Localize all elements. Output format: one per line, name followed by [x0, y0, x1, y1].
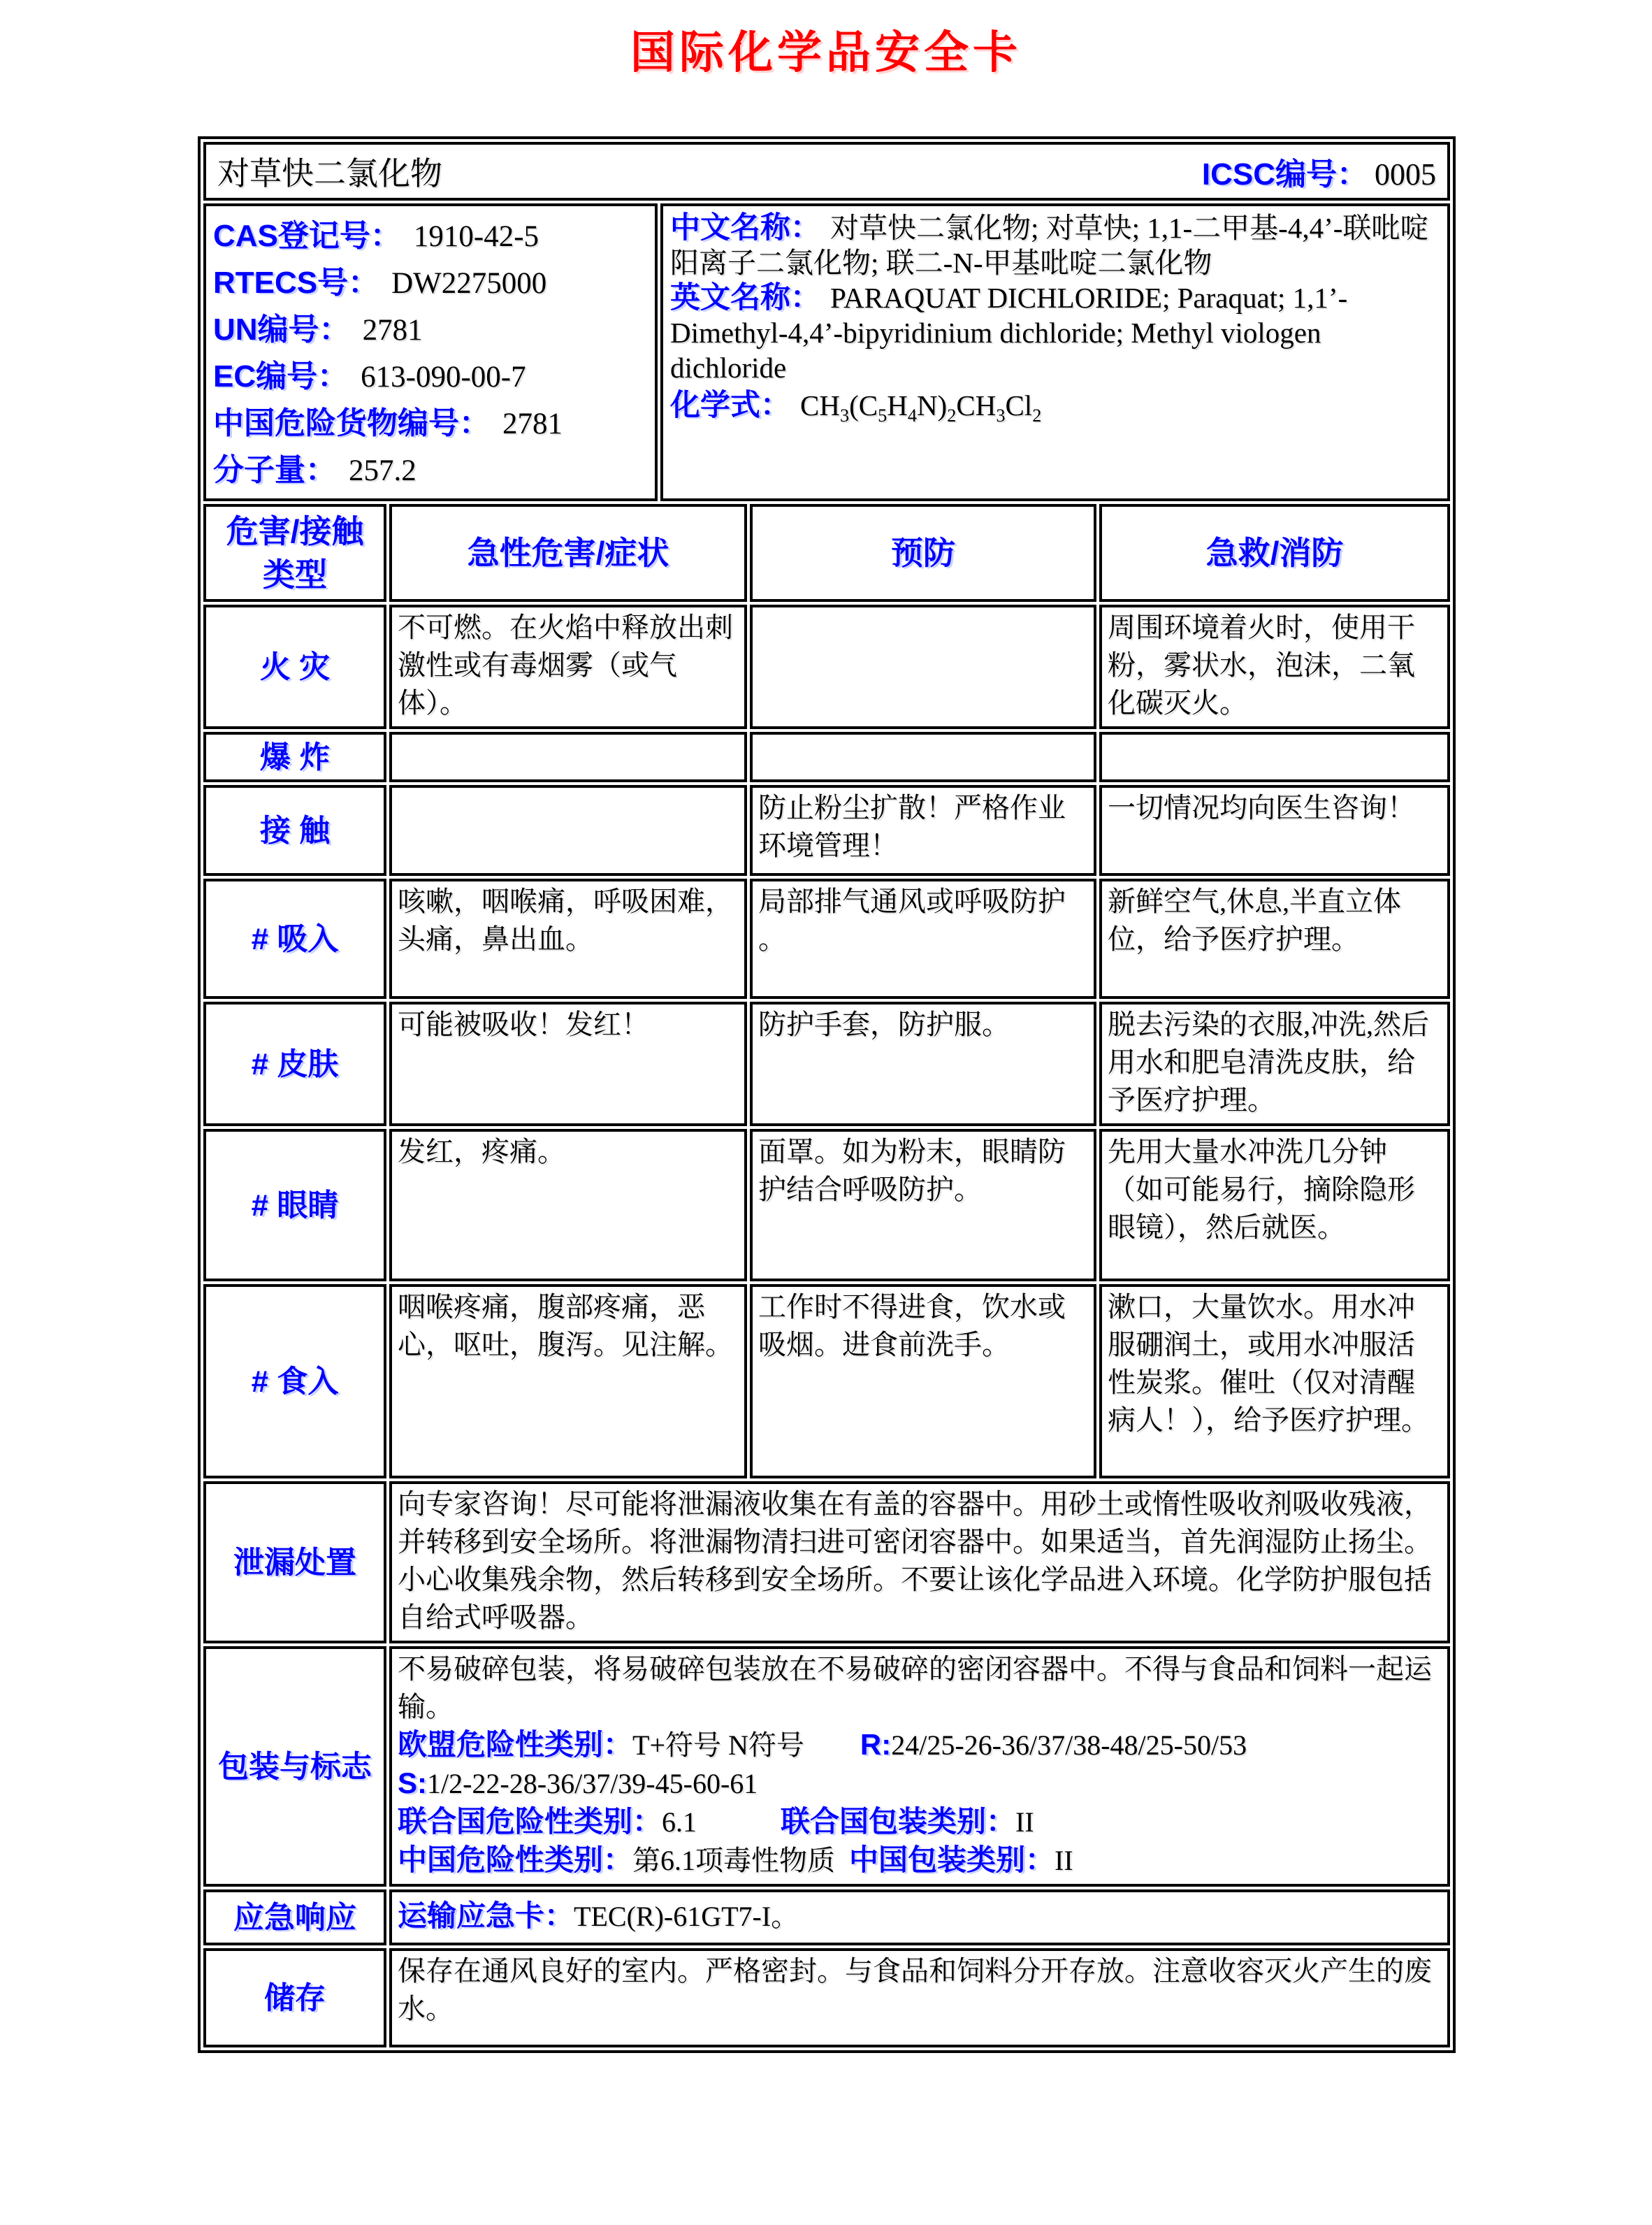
- identifier-line: [213, 354, 651, 401]
- identifier-line: [213, 401, 651, 447]
- section-segment: 联合国包装类别：: [781, 1805, 1016, 1838]
- section-line: [398, 1841, 1442, 1880]
- identifier-label: UN编号：: [213, 312, 350, 347]
- section-segment: 中国危险性类别：: [398, 1843, 633, 1877]
- icsc-label: ICSC编号：: [1201, 157, 1368, 192]
- chinese-name-block: [670, 210, 1440, 280]
- section-label: 包装与标志: [203, 1646, 386, 1887]
- substance-name: 对草快二氯化物: [217, 156, 442, 192]
- safety-card-table: [198, 136, 1456, 2053]
- hazard-symptoms-cell: 咳嗽，咽喉痛，呼吸困难，头痛，鼻出血。: [389, 879, 747, 999]
- hazard-type-label: # 眼睛: [203, 1129, 386, 1281]
- formula-text: N): [916, 389, 948, 422]
- identifier-label: 分子量：: [213, 453, 336, 487]
- identifier-line: [213, 447, 651, 494]
- formula-block: [670, 385, 1440, 436]
- hazard-row: [203, 605, 1450, 729]
- section-content: 向专家咨询！尽可能将泄漏液收集在有盖的容器中。用砂土或惰性吸收剂吸收残液，并转移到安全场所。将泄漏物清扫进可密闭容器中。如果适当，首先润湿防止扬尘。小心收集残余物，然后转移到安全场所。不要让该化学品进入环境。化学防护服包括自给式呼吸器。: [389, 1481, 1450, 1643]
- section-line: [398, 1803, 1442, 1841]
- section-segment: 联合国危险性类别：: [398, 1805, 662, 1838]
- identifier-line: [213, 213, 651, 260]
- identification-row: [203, 203, 1450, 501]
- section-segment: [697, 1806, 781, 1838]
- identifier-line: [213, 307, 651, 354]
- section-content: [389, 1646, 1450, 1887]
- hazard-response-cell: 先用大量水冲洗几分钟（如可能易行，摘除隐形眼镜），然后就医。: [1099, 1129, 1450, 1281]
- identifier-value: DW2275000: [391, 267, 547, 300]
- section-segment: 欧盟危险性类别：: [398, 1728, 633, 1762]
- section-row: [203, 1481, 1450, 1643]
- hazard-header-cell: 急救/消防: [1099, 504, 1450, 602]
- section-segment: R:: [860, 1728, 892, 1762]
- formula-subscript: 5: [878, 405, 887, 426]
- hazard-prevention-cell: 局部排气通风或呼吸防护 。: [750, 879, 1096, 999]
- formula-subscript: 2: [1032, 405, 1042, 426]
- hazard-type-label: # 吸入: [203, 879, 386, 999]
- card-title-row: [203, 142, 1450, 201]
- section-segment: II: [1055, 1845, 1073, 1877]
- section-segment: 第6.1项毒性物质: [632, 1845, 850, 1877]
- hazard-symptoms-cell: 可能被吸收！发红！: [389, 1002, 747, 1126]
- section-label: 泄漏处置: [203, 1481, 386, 1643]
- formula-text: H: [887, 389, 908, 422]
- names-cell: [660, 203, 1450, 501]
- hazard-symptoms-cell: [389, 732, 747, 782]
- hazard-response-cell: 漱口，大量饮水。用水冲服硼润土，或用水冲服活性炭浆。催吐（仅对清醒病人！），给予医疗护理。: [1099, 1284, 1450, 1478]
- identifier-value: 257.2: [349, 454, 416, 487]
- icsc-value: 0005: [1375, 157, 1436, 192]
- section-segment: II: [1015, 1806, 1034, 1838]
- hazard-header-cell: 预防: [750, 504, 1096, 602]
- section-label: 储存: [203, 1948, 386, 2047]
- chinese-name-label: 中文名称：: [670, 211, 820, 245]
- identifier-value: 1910-42-5: [413, 220, 539, 253]
- formula-text: CH: [956, 389, 997, 422]
- hazard-type-label: 爆 炸: [203, 732, 386, 782]
- section-segment: T+符号 N符号: [632, 1729, 804, 1762]
- icsc-number-group: [1202, 149, 1436, 194]
- section-segment: 不易破碎包装，将易破碎包装放在不易破碎的密闭容器中。不得与食品和饲料一起运输。: [398, 1653, 1432, 1723]
- identifier-line: [213, 260, 651, 307]
- identifier-label: CAS登记号：: [213, 219, 401, 253]
- hazard-symptoms-cell: 咽喉疼痛，腹部疼痛，恶心，呕吐，腹泻。见注解。: [389, 1284, 747, 1478]
- chinese-name-value: 对草快二氯化物; 对草快; 1,1-二甲基-4,4’-联吡啶阳离子二氯化物; 联二-N-甲基吡啶二氯化物: [670, 212, 1429, 279]
- section-segment: [804, 1729, 860, 1761]
- section-line: [398, 1897, 1442, 1936]
- hazard-symptoms-cell: 发红，疼痛。: [389, 1129, 747, 1281]
- section-segment: TEC(R)-61GT7-I。: [574, 1900, 799, 1932]
- section-segment: 6.1: [662, 1806, 697, 1838]
- section-label: 应急响应: [203, 1889, 386, 1945]
- section-segment: 24/25-26-36/37/38-48/25-50/53: [891, 1729, 1247, 1762]
- formula-label: 化学式：: [670, 389, 790, 422]
- hazard-response-cell: [1099, 732, 1450, 782]
- formula-subscript: 3: [839, 405, 850, 426]
- hazard-header-cell: 急性危害/症状: [389, 504, 747, 602]
- hazard-row: [203, 1284, 1450, 1478]
- section-row: [203, 1889, 1450, 1945]
- hazard-prevention-cell: [750, 732, 1096, 782]
- hazard-row: [203, 1002, 1450, 1126]
- identifier-label: RTECS号：: [213, 266, 379, 300]
- hazard-prevention-cell: 防止粉尘扩散！严格作业环境管理！: [750, 785, 1096, 876]
- hazard-symptoms-cell: [389, 785, 747, 876]
- hazard-prevention-cell: 工作时不得进食，饮水或吸烟。进食前洗手。: [750, 1284, 1096, 1478]
- page-title: 国际化学品安全卡: [630, 27, 1022, 78]
- section-segment: 1/2-22-28-36/37/39-45-60-61: [427, 1768, 758, 1800]
- hazard-prevention-cell: 面罩。如为粉末，眼睛防护结合呼吸防护。: [750, 1129, 1096, 1281]
- section-content: 保存在通风良好的室内。严格密封。与食品和饲料分开存放。注意收容灭火产生的废水。: [389, 1948, 1450, 2047]
- section-row: [203, 1948, 1450, 2047]
- section-segment: 运输应急卡：: [398, 1899, 574, 1932]
- identifier-label: 中国危险货物编号：: [213, 406, 490, 440]
- section-segment: S:: [398, 1766, 427, 1800]
- hazard-response-cell: 脱去污染的衣服,冲洗,然后用水和肥皂清洗皮肤，给予医疗护理。: [1099, 1002, 1450, 1126]
- formula-text: CH: [800, 389, 840, 422]
- section-line: [398, 1650, 1442, 1726]
- hazard-type-label: # 食入: [203, 1284, 386, 1478]
- hazard-row: [203, 732, 1450, 782]
- identifier-label: EC编号：: [213, 359, 349, 394]
- identifier-value: 2781: [502, 408, 563, 440]
- formula-value: [800, 389, 1042, 426]
- formula-subscript: 2: [947, 405, 957, 426]
- hazard-symptoms-cell: 不可燃。在火焰中释放出刺激性或有毒烟雾（或气体）。: [389, 605, 747, 729]
- english-name-label: 英文名称：: [670, 281, 820, 315]
- english-name-value: PARAQUAT DICHLORIDE; Paraquat; 1,1’-Dimethyl-4,4’-bipyridinium dichloride; Methyl viologen dichloride: [670, 282, 1348, 384]
- hazard-row: [203, 785, 1450, 876]
- hazard-response-cell: 周围环境着火时，使用干粉，雾状水，泡沫，二氧化碳灭火。: [1099, 605, 1450, 729]
- hazard-response-cell: 一切情况均向医生咨询！: [1099, 785, 1450, 876]
- hazard-row: [203, 1129, 1450, 1281]
- section-content: [389, 1889, 1450, 1945]
- hazard-response-cell: 新鲜空气,休息,半直立体位，给予医疗护理。: [1099, 879, 1450, 999]
- english-name-block: [670, 280, 1440, 385]
- formula-text: (C: [849, 389, 878, 422]
- identifier-value: 613-090-00-7: [361, 361, 526, 394]
- formula-subscript: 3: [996, 405, 1006, 426]
- section-line: [398, 1726, 1442, 1764]
- identifier-value: 2781: [362, 314, 423, 347]
- section-segment: 中国包装类别：: [849, 1843, 1055, 1877]
- hazard-row: [203, 879, 1450, 999]
- hazard-type-label: 接 触: [203, 785, 386, 876]
- section-line: [398, 1764, 1442, 1803]
- hazard-prevention-cell: [750, 605, 1096, 729]
- identifier-list: [203, 203, 658, 501]
- hazard-header-row: [203, 504, 1450, 602]
- hazard-header-cell: 危害/接触类型: [203, 504, 386, 602]
- hazard-type-label: 火 灾: [203, 605, 386, 729]
- formula-subscript: 4: [907, 405, 917, 426]
- formula-text: Cl: [1005, 389, 1033, 422]
- hazard-type-label: # 皮肤: [203, 1002, 386, 1126]
- hazard-prevention-cell: 防护手套，防护服。: [750, 1002, 1096, 1126]
- card-title-cell: [203, 142, 1450, 201]
- section-row: [203, 1646, 1450, 1887]
